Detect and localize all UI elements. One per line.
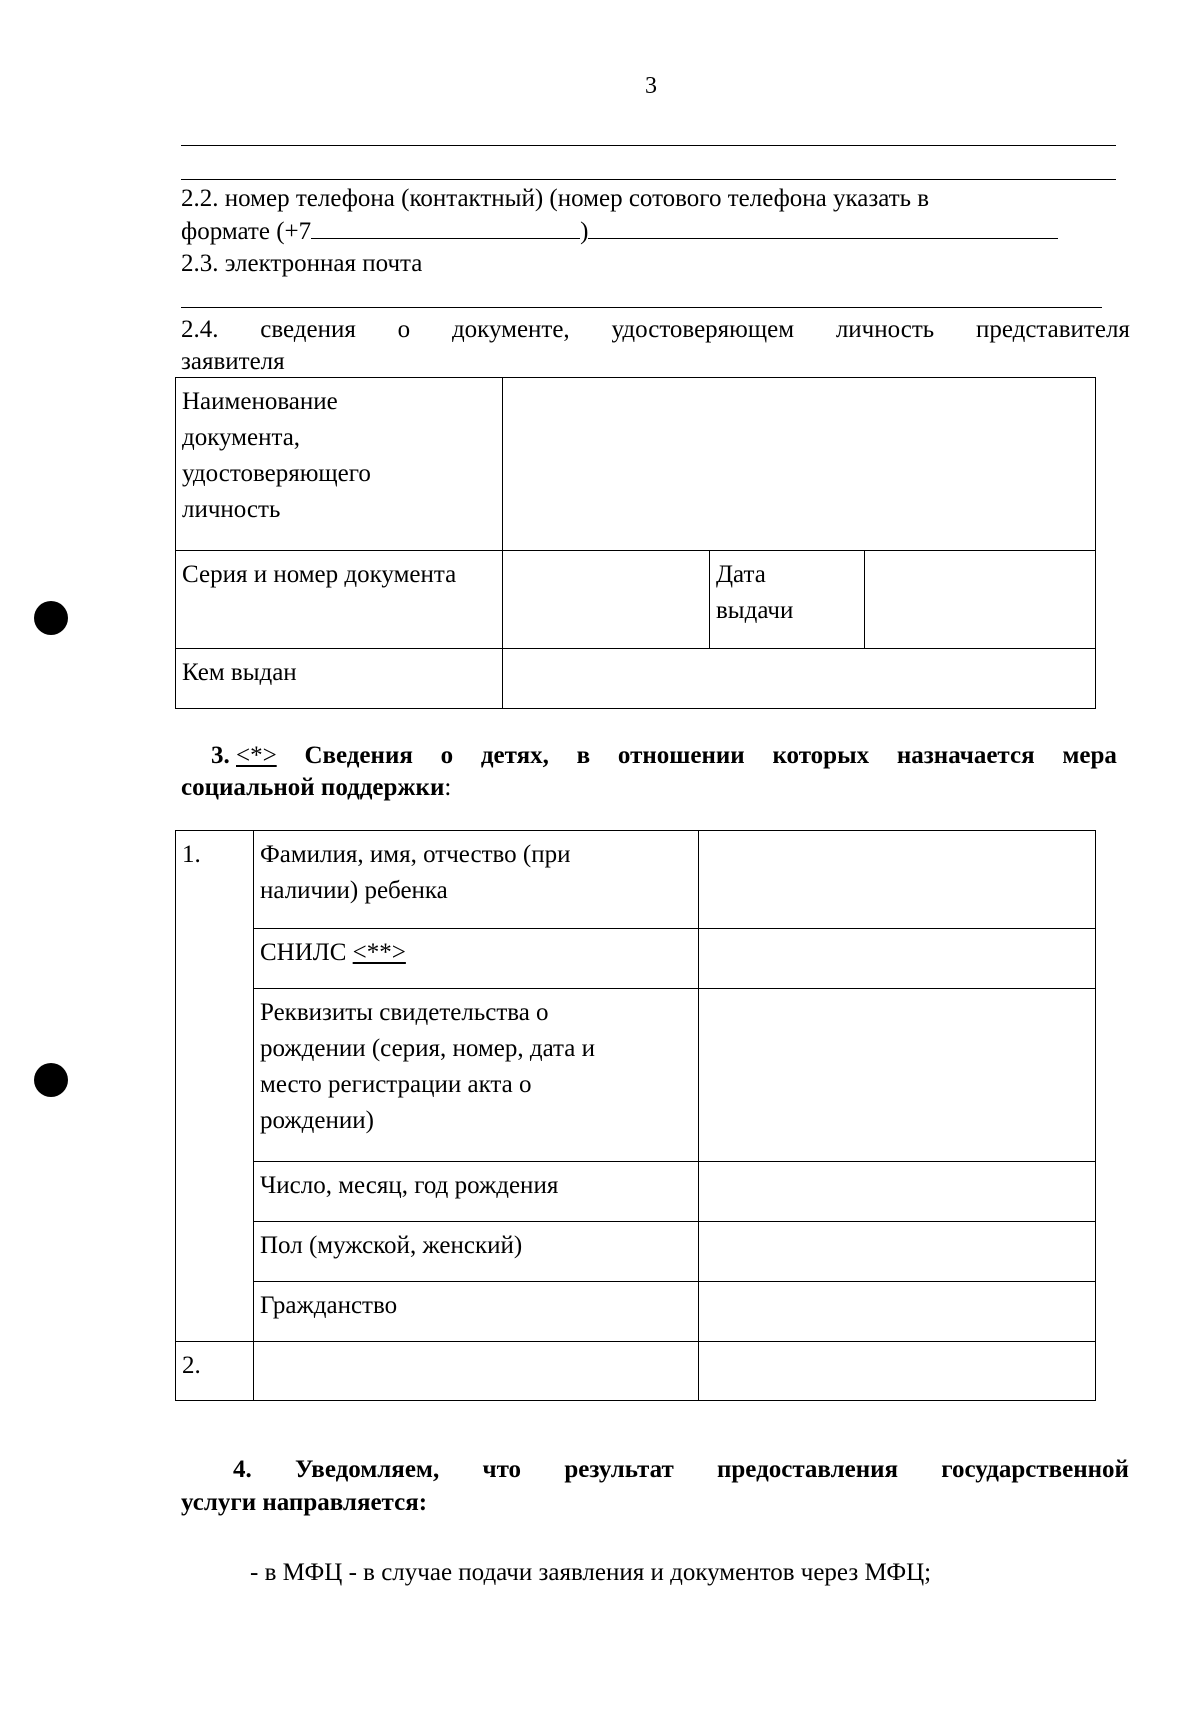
phone-format-line	[181, 214, 1058, 248]
doc-intro-word: личность	[835, 316, 935, 343]
section3-heading-word: мера	[1062, 742, 1117, 769]
email-field[interactable]	[181, 307, 1102, 308]
section4-heading-word: 4.	[233, 1456, 252, 1483]
section3-heading-word: отношении	[617, 742, 745, 769]
section4-heading-line1	[233, 1453, 1129, 1486]
child-citizenship-label-cell	[254, 1282, 699, 1342]
section3-heading-word: о	[440, 742, 454, 769]
child-birth-cert-label-line: место регистрации акта о	[260, 1071, 532, 1098]
issued-by-label-cell	[176, 649, 503, 709]
child-snils-label: СНИЛС	[260, 939, 347, 966]
top-rule-1	[181, 145, 1116, 146]
section3-heading-word: которых	[772, 742, 870, 769]
doc-name-label-line: личность	[182, 496, 281, 523]
doc-intro-word: представителя	[975, 316, 1130, 343]
children-table	[175, 830, 1096, 1401]
section3-heading-word: в	[576, 742, 591, 769]
child-snils-label-cell	[254, 929, 699, 989]
section4-heading-word: предоставления	[717, 1456, 899, 1483]
child-gender-value-cell[interactable]	[699, 1222, 1096, 1282]
section4-heading-line2: услуги направляется:	[181, 1489, 428, 1516]
phone-format-prefix: формате (+7	[181, 218, 312, 245]
doc-intro-line2: заявителя	[181, 348, 285, 375]
doc-intro-word: документе,	[451, 316, 570, 343]
section4-heading-word: результат	[564, 1456, 674, 1483]
doc-intro-line1	[181, 313, 1130, 346]
child2-number: 2.	[182, 1352, 201, 1379]
child-birth-cert-value-cell[interactable]	[699, 989, 1096, 1162]
snils-footnote-ref[interactable]: <**>	[352, 939, 406, 966]
section4-item-mfc: - в МФЦ - в случае подачи заявления и документов через МФЦ;	[250, 1559, 932, 1586]
child-birth-date-label-cell	[254, 1162, 699, 1222]
doc-name-label-line: документа,	[182, 424, 301, 451]
section3-heading-line2-text: социальной поддержки	[181, 774, 445, 801]
child-birth-cert-label-line: рождении (серия, номер, дата и	[260, 1035, 595, 1062]
child-birth-date-label: Число, месяц, год рождения	[260, 1172, 559, 1199]
child-fio-label-line: наличии) ребенка	[260, 877, 448, 904]
section4-heading-word: что	[482, 1456, 522, 1483]
page-number: 3	[645, 73, 657, 99]
child-fio-value-cell[interactable]	[699, 831, 1096, 929]
doc-name-label-line: удостоверяющего	[182, 460, 371, 487]
child-birth-cert-label-line: Реквизиты свидетельства о	[260, 999, 549, 1026]
section3-number-ref	[211, 739, 277, 772]
doc-intro-word: о	[397, 316, 411, 343]
section3-heading-word: детях,	[480, 742, 549, 769]
issue-date-label-cell	[710, 551, 865, 649]
id-document-table	[175, 377, 1096, 709]
section3-footnote-ref[interactable]: <*>	[236, 742, 277, 769]
doc-name-label-line: Наименование	[182, 388, 338, 415]
child-fio-label-cell	[254, 831, 699, 929]
email-label: 2.3. электронная почта	[181, 250, 423, 277]
child-fio-label-line: Фамилия, имя, отчество (при	[260, 841, 571, 868]
section4-heading-word: государственной	[941, 1456, 1129, 1483]
doc-intro-word: сведения	[260, 316, 356, 343]
issue-date-label-line: Дата	[716, 561, 766, 588]
child-gender-label: Пол (мужской, женский)	[260, 1232, 523, 1259]
phone-extra-field[interactable]	[588, 214, 1058, 239]
section3-heading-word: Сведения	[304, 742, 413, 769]
doc-name-label-cell	[176, 378, 503, 551]
child-citizenship-label: Гражданство	[260, 1292, 398, 1319]
doc-series-label: Серия и номер документа	[182, 561, 457, 588]
doc-series-value-cell[interactable]	[503, 551, 710, 649]
phone-label: 2.2. номер телефона (контактный) (номер сотового телефона указать в	[181, 185, 930, 212]
child-birth-cert-label-line: рождении)	[260, 1107, 374, 1134]
top-rule-2	[181, 179, 1116, 180]
punch-hole-top	[34, 601, 68, 635]
issued-by-value-cell[interactable]	[503, 649, 1096, 709]
child2-label-cell[interactable]	[254, 1342, 699, 1401]
child-citizenship-value-cell[interactable]	[699, 1282, 1096, 1342]
phone-format-close: )	[580, 218, 589, 245]
doc-intro-word: удостоверяющем	[611, 316, 795, 343]
section3-heading-word: назначается	[896, 742, 1035, 769]
child-gender-label-cell	[254, 1222, 699, 1282]
child2-number-cell	[176, 1342, 254, 1401]
section3-heading-line2	[181, 771, 451, 804]
phone-number-field[interactable]	[311, 214, 580, 239]
section3-heading-line1	[211, 739, 1117, 772]
issued-by-label: Кем выдан	[182, 659, 297, 686]
section3-heading-colon: :	[444, 774, 452, 801]
doc-series-label-cell	[176, 551, 503, 649]
section4-heading-word: Уведомляем,	[295, 1456, 440, 1483]
child-birth-cert-label-cell	[254, 989, 699, 1162]
doc-name-value-cell[interactable]	[503, 378, 1096, 551]
child2-value-cell[interactable]	[699, 1342, 1096, 1401]
child-snils-value-cell[interactable]	[699, 929, 1096, 989]
issue-date-label-line: выдачи	[716, 597, 794, 624]
section3-number: 3.	[211, 742, 230, 769]
child1-number: 1.	[182, 841, 201, 868]
issue-date-value-cell[interactable]	[865, 551, 1096, 649]
doc-intro-word: 2.4.	[181, 316, 219, 343]
child1-number-cell	[176, 831, 254, 1342]
punch-hole-bottom	[34, 1063, 68, 1097]
child-birth-date-value-cell[interactable]	[699, 1162, 1096, 1222]
